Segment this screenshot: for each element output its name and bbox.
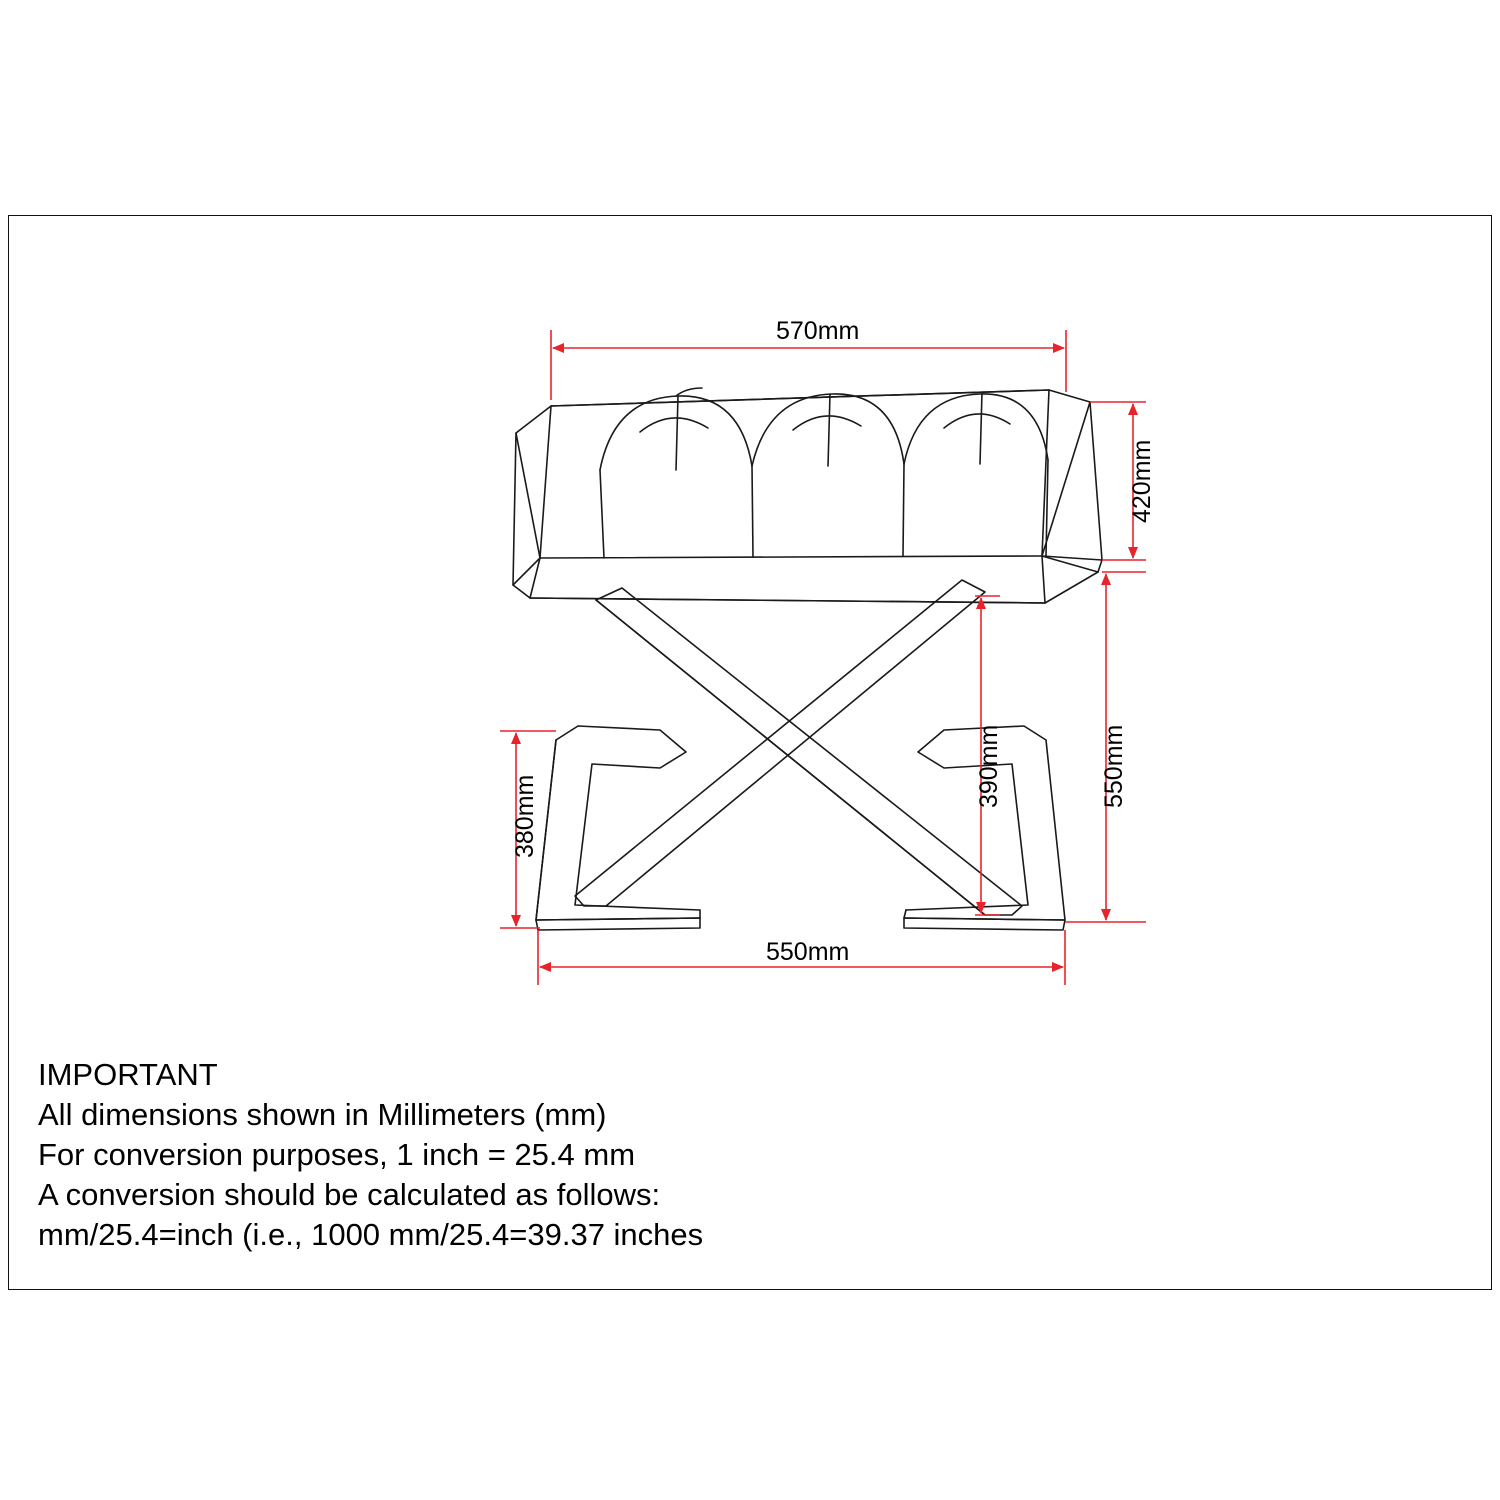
dimension-label-550mm-width: 550mm — [766, 938, 850, 966]
dimension-label-380mm: 380mm — [511, 774, 539, 858]
notes-line-2: For conversion purposes, 1 inch = 25.4 mm — [38, 1137, 636, 1172]
notes-line-4: mm/25.4=inch (i.e., 1000 mm/25.4=39.37 inches — [38, 1217, 704, 1252]
dimension-label-570mm: 570mm — [776, 317, 860, 345]
notes-heading: IMPORTANT — [38, 1057, 218, 1092]
dimension-label-420mm: 420mm — [1128, 439, 1156, 523]
notes-line-3: A conversion should be calculated as follows: — [38, 1177, 661, 1212]
dimension-label-550mm-height: 550mm — [1100, 724, 1128, 808]
dimension-label-390mm: 390mm — [975, 724, 1003, 808]
notes-line-1: All dimensions shown in Millimeters (mm) — [38, 1097, 607, 1132]
important-notes-block — [38, 1055, 703, 1255]
